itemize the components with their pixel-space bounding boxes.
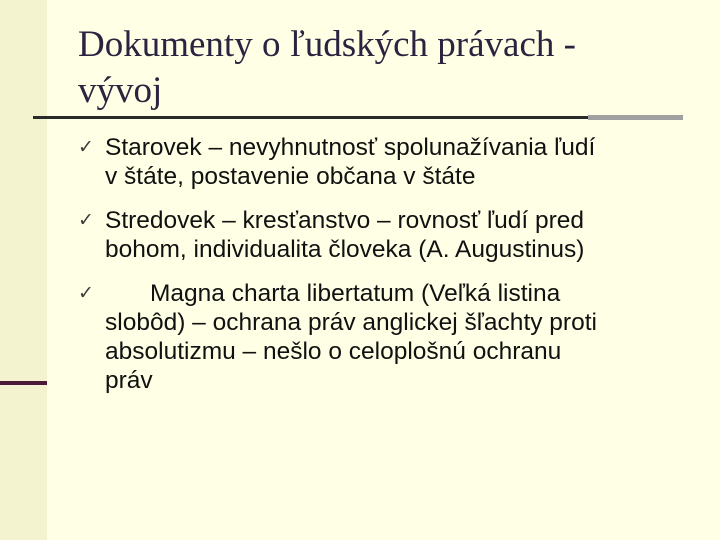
bullet-text-line: slobôd) – ochrana práv anglickej šľachty proti: [105, 309, 597, 336]
bullet-text-line: Magna charta libertatum (Veľká listina: [150, 280, 561, 307]
bullet-list: [78, 133, 698, 410]
left-band-accent-bar: [0, 381, 47, 385]
slide-title-line-2: vývoj: [78, 70, 163, 111]
slide-title-line-1: Dokumenty o ľudských právach -: [78, 24, 576, 65]
bullet-text-line: Starovek – nevyhnutnosť spolunažívania ľudí: [105, 134, 596, 161]
bullet-item-stredovek: [78, 206, 698, 264]
check-icon: ✓: [78, 209, 94, 231]
bullet-text-line: bohom, individualita človeka (A. Augustinus): [105, 236, 585, 263]
left-decorative-band: [0, 0, 47, 540]
bullet-text-line: práv: [105, 367, 153, 394]
bullet-text-line: Stredovek – kresťanstvo – rovnosť ľudí pred: [105, 207, 585, 234]
bullet-item-magna-charta: [78, 279, 698, 395]
title-divider-grey: [588, 115, 683, 120]
bullet-text-line: v štáte, postavenie občana v štáte: [105, 163, 476, 190]
bullet-text-line: absolutizmu – nešlo o celoplošnú ochranu: [105, 338, 562, 365]
bullet-item-starovek: [78, 133, 698, 191]
slide-title: [78, 22, 678, 114]
title-divider-dark: [33, 116, 588, 119]
check-icon: ✓: [78, 282, 94, 304]
check-icon: ✓: [78, 136, 94, 158]
